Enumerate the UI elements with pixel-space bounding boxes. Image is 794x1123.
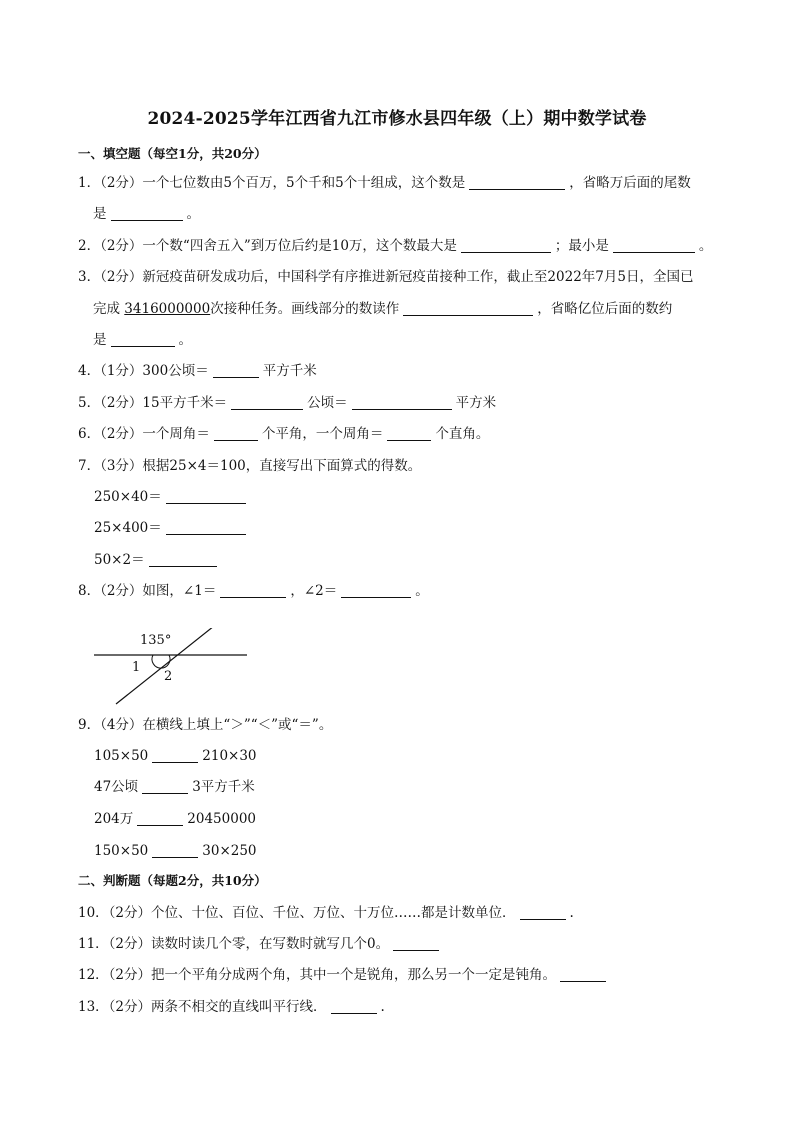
question-3-text-4: 是 — [93, 332, 107, 348]
question-6-text: 6．（2分）一个周角＝ — [78, 426, 210, 442]
question-4-unit: 平方千米 — [262, 363, 317, 379]
answer-blank-9a[interactable] — [152, 748, 198, 763]
question-11-line — [78, 935, 443, 953]
answer-blank-8a[interactable] — [220, 583, 286, 598]
question-7-line: 7．（3分）根据25×4＝100，直接写出下面算式的得数。 — [78, 458, 422, 474]
question-9-item-3 — [94, 810, 256, 828]
question-1-line-1 — [78, 174, 691, 192]
question-9-item-2 — [94, 778, 255, 796]
section-judge-title: 二、判断题（每题2分，共10分） — [78, 873, 267, 888]
answer-blank-7b[interactable] — [166, 520, 246, 535]
question-3-line-2 — [93, 300, 672, 318]
answer-blank-2a[interactable] — [461, 238, 551, 253]
expression: 250×40＝ — [94, 489, 162, 505]
question-13-line — [78, 998, 385, 1016]
answer-blank-7c[interactable] — [149, 552, 217, 567]
compare-right: 210×30 — [202, 748, 257, 764]
answer-blank-2b[interactable] — [613, 238, 695, 253]
question-2-text: 2．（2分）一个数“四舍五入”到万位后约是10万，这个数最大是 — [78, 238, 457, 254]
compare-left: 204万 — [94, 811, 134, 827]
section-fill-in-title: 一、填空题（每空1分，共20分） — [78, 146, 267, 161]
answer-blank-12[interactable] — [560, 967, 606, 982]
question-8-text: 8．（2分）如图，∠1＝ — [78, 583, 217, 599]
question-4-text: 4．（1分）300公顷＝ — [78, 363, 209, 379]
answer-blank-5a[interactable] — [231, 395, 303, 410]
question-12-text: 12．（2分）把一个平角分成两个角，其中一个是锐角，那么另一个一定是钝角。 — [78, 967, 557, 983]
question-13-text: 13．（2分）两条不相交的直线叫平行线． — [78, 999, 327, 1015]
question-6-text-2: 个平角，一个周角＝ — [261, 426, 384, 442]
angle-figure — [90, 628, 260, 708]
answer-blank-9b[interactable] — [142, 779, 188, 794]
answer-blank-4[interactable] — [213, 363, 259, 378]
answer-blank-5b[interactable] — [352, 395, 452, 410]
question-7-item-3 — [94, 551, 221, 569]
question-4-line — [78, 362, 317, 380]
question-8-text-2: ，∠2＝ — [290, 583, 338, 599]
question-3-text-5: 。 — [178, 332, 192, 348]
question-3-line-3 — [93, 331, 192, 349]
question-12-line — [78, 966, 610, 984]
answer-blank-7a[interactable] — [166, 489, 246, 504]
angle-label-1: 1 — [132, 660, 141, 675]
compare-right: 3平方千米 — [192, 779, 255, 795]
answer-blank-1b[interactable] — [111, 206, 183, 221]
question-3-text-3: ，省略亿位后面的数约 — [537, 301, 673, 317]
question-7-item-1 — [94, 488, 250, 506]
question-8-line — [78, 582, 429, 600]
question-9-item-1 — [94, 747, 257, 765]
angle-label-135: 135° — [140, 633, 172, 648]
question-5-text-2: 公顷＝ — [307, 395, 348, 411]
question-1-text-4: 。 — [186, 206, 200, 222]
compare-right: 20450000 — [187, 811, 256, 827]
question-3-text-2: 次接种任务。画线部分的数读作 — [210, 301, 400, 317]
question-13-end: . — [380, 999, 385, 1015]
question-10-end: . — [569, 905, 574, 921]
question-9-line: 9．（4分）在横线上填上“＞”“＜”或“＝”。 — [78, 717, 333, 733]
angle-arc — [152, 655, 170, 668]
question-5-text: 5．（2分）15平方千米＝ — [78, 395, 228, 411]
question-1-text-2: ，省略万后面的尾数 — [569, 175, 691, 191]
question-10-line — [78, 904, 574, 922]
answer-blank-1a[interactable] — [469, 175, 565, 190]
answer-blank-3b[interactable] — [111, 332, 175, 347]
question-5-line — [78, 394, 496, 412]
question-1-line-2 — [93, 205, 200, 223]
compare-right: 30×250 — [202, 843, 257, 859]
question-11-text: 11．（2分）读数时读几个零，在写数时就写几个0。 — [78, 936, 390, 952]
question-2-text-3: 。 — [698, 238, 713, 254]
answer-blank-10[interactable] — [520, 905, 566, 920]
answer-blank-6b[interactable] — [387, 426, 431, 441]
question-7-item-2 — [94, 519, 250, 537]
answer-blank-9c[interactable] — [137, 811, 183, 826]
question-3-line-1: 3．（2分）新冠疫苗研发成功后，中国科学有序推进新冠疫苗接种工作，截止至2022年7月5日，全国已 — [78, 269, 694, 285]
answer-blank-8b[interactable] — [341, 583, 411, 598]
compare-left: 47公顷 — [94, 779, 139, 795]
question-1-text-3: 是 — [93, 206, 107, 222]
question-10-text: 10．（2分）个位、十位、百位、千位、万位、十万位……都是计数单位． — [78, 905, 516, 921]
question-9-item-4 — [94, 842, 257, 860]
question-5-unit: 平方米 — [455, 395, 497, 411]
question-3-text: 完成 — [93, 301, 120, 317]
compare-left: 105×50 — [94, 748, 149, 764]
question-2-text-2: ；最小是 — [554, 238, 609, 254]
question-6-text-3: 个直角。 — [435, 426, 490, 442]
question-2-line — [78, 237, 712, 255]
compare-left: 150×50 — [94, 843, 149, 859]
question-6-line — [78, 425, 489, 443]
expression: 50×2＝ — [94, 552, 145, 568]
question-8-text-3: 。 — [415, 583, 429, 599]
answer-blank-13[interactable] — [331, 999, 377, 1014]
answer-blank-6a[interactable] — [214, 426, 258, 441]
page-title: 2024-2025学年江西省九江市修水县四年级（上）期中数学试卷 — [147, 109, 647, 129]
answer-blank-3a[interactable] — [403, 301, 533, 316]
question-1-text: 1．（2分）一个七位数由5个百万，5个千和5个十组成，这个数是 — [78, 175, 466, 191]
answer-blank-11[interactable] — [393, 936, 439, 951]
angle-label-2: 2 — [164, 669, 173, 684]
underlined-number: 3416000000 — [124, 301, 211, 317]
expression: 25×400＝ — [94, 520, 162, 536]
answer-blank-9d[interactable] — [152, 843, 198, 858]
